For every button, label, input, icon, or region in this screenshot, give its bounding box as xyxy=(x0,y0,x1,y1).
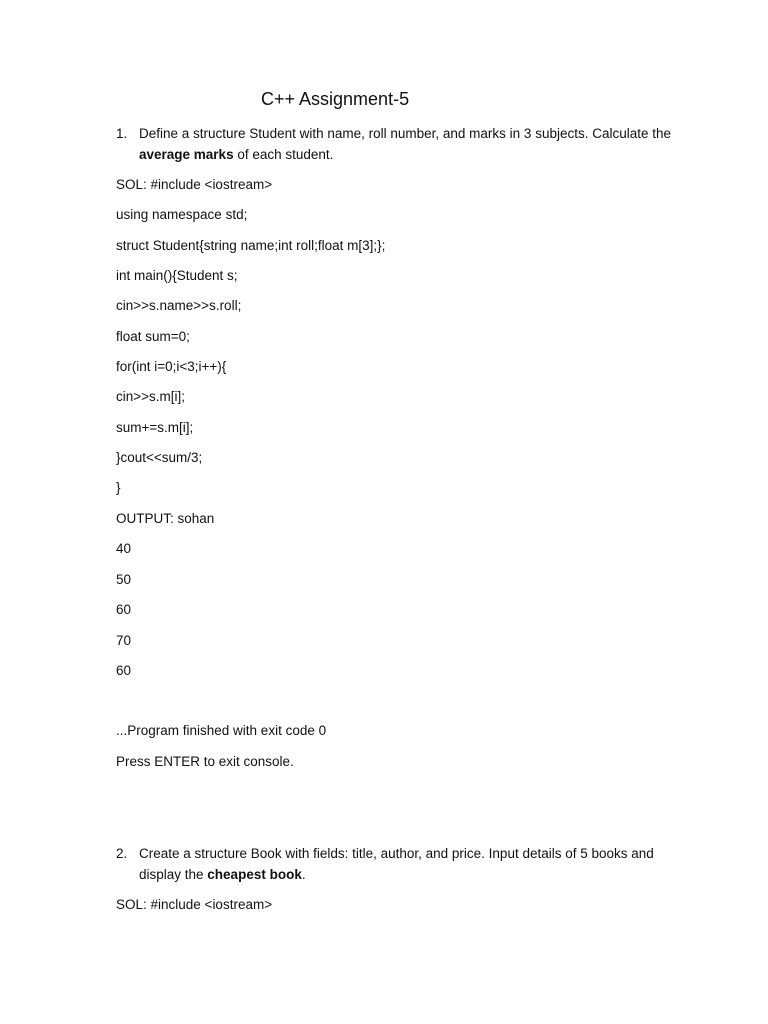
code-line: } xyxy=(116,480,121,495)
page-title: C++ Assignment-5 xyxy=(261,89,410,109)
code-line: }cout<<sum/3; xyxy=(116,450,203,465)
question-emphasis: average marks xyxy=(139,146,234,162)
code-line: SOL: #include <iostream> xyxy=(116,177,273,192)
code-line: float sum=0; xyxy=(116,329,190,344)
question-emphasis: cheapest book xyxy=(207,866,302,882)
output-line: 40 xyxy=(116,541,132,556)
code-line: for(int i=0;i<3;i++){ xyxy=(116,359,227,374)
question-number: 1. xyxy=(116,126,128,141)
question-2 xyxy=(116,844,699,885)
question-text: Create a structure Book with fields: title, author, and price. Input details of 5 books and display the cheapest book. xyxy=(139,846,654,882)
code-line: struct Student{string name;int roll;float m[3];}; xyxy=(116,238,386,253)
output-line: 70 xyxy=(116,633,132,648)
output-line: 60 xyxy=(116,663,132,678)
code-line: SOL: #include <iostream> xyxy=(116,897,273,912)
code-line: sum+=s.m[i]; xyxy=(116,420,194,435)
code-line: cin>>s.m[i]; xyxy=(116,389,186,404)
output-line: OUTPUT: sohan xyxy=(116,511,215,526)
output-line: ...Program finished with exit code 0 xyxy=(116,723,327,738)
code-line: cin>>s.name>>s.roll; xyxy=(116,298,242,313)
output-line: 50 xyxy=(116,572,132,587)
code-line: int main(){Student s; xyxy=(116,268,238,283)
output-line: 60 xyxy=(116,602,132,617)
question-text: Define a structure Student with name, roll number, and marks in 3 subjects. Calculate the average marks of each student. xyxy=(139,126,672,162)
output-line: Press ENTER to exit console. xyxy=(116,754,294,769)
code-line: using namespace std; xyxy=(116,207,248,222)
question-number: 2. xyxy=(116,846,128,861)
question-1 xyxy=(116,124,699,165)
